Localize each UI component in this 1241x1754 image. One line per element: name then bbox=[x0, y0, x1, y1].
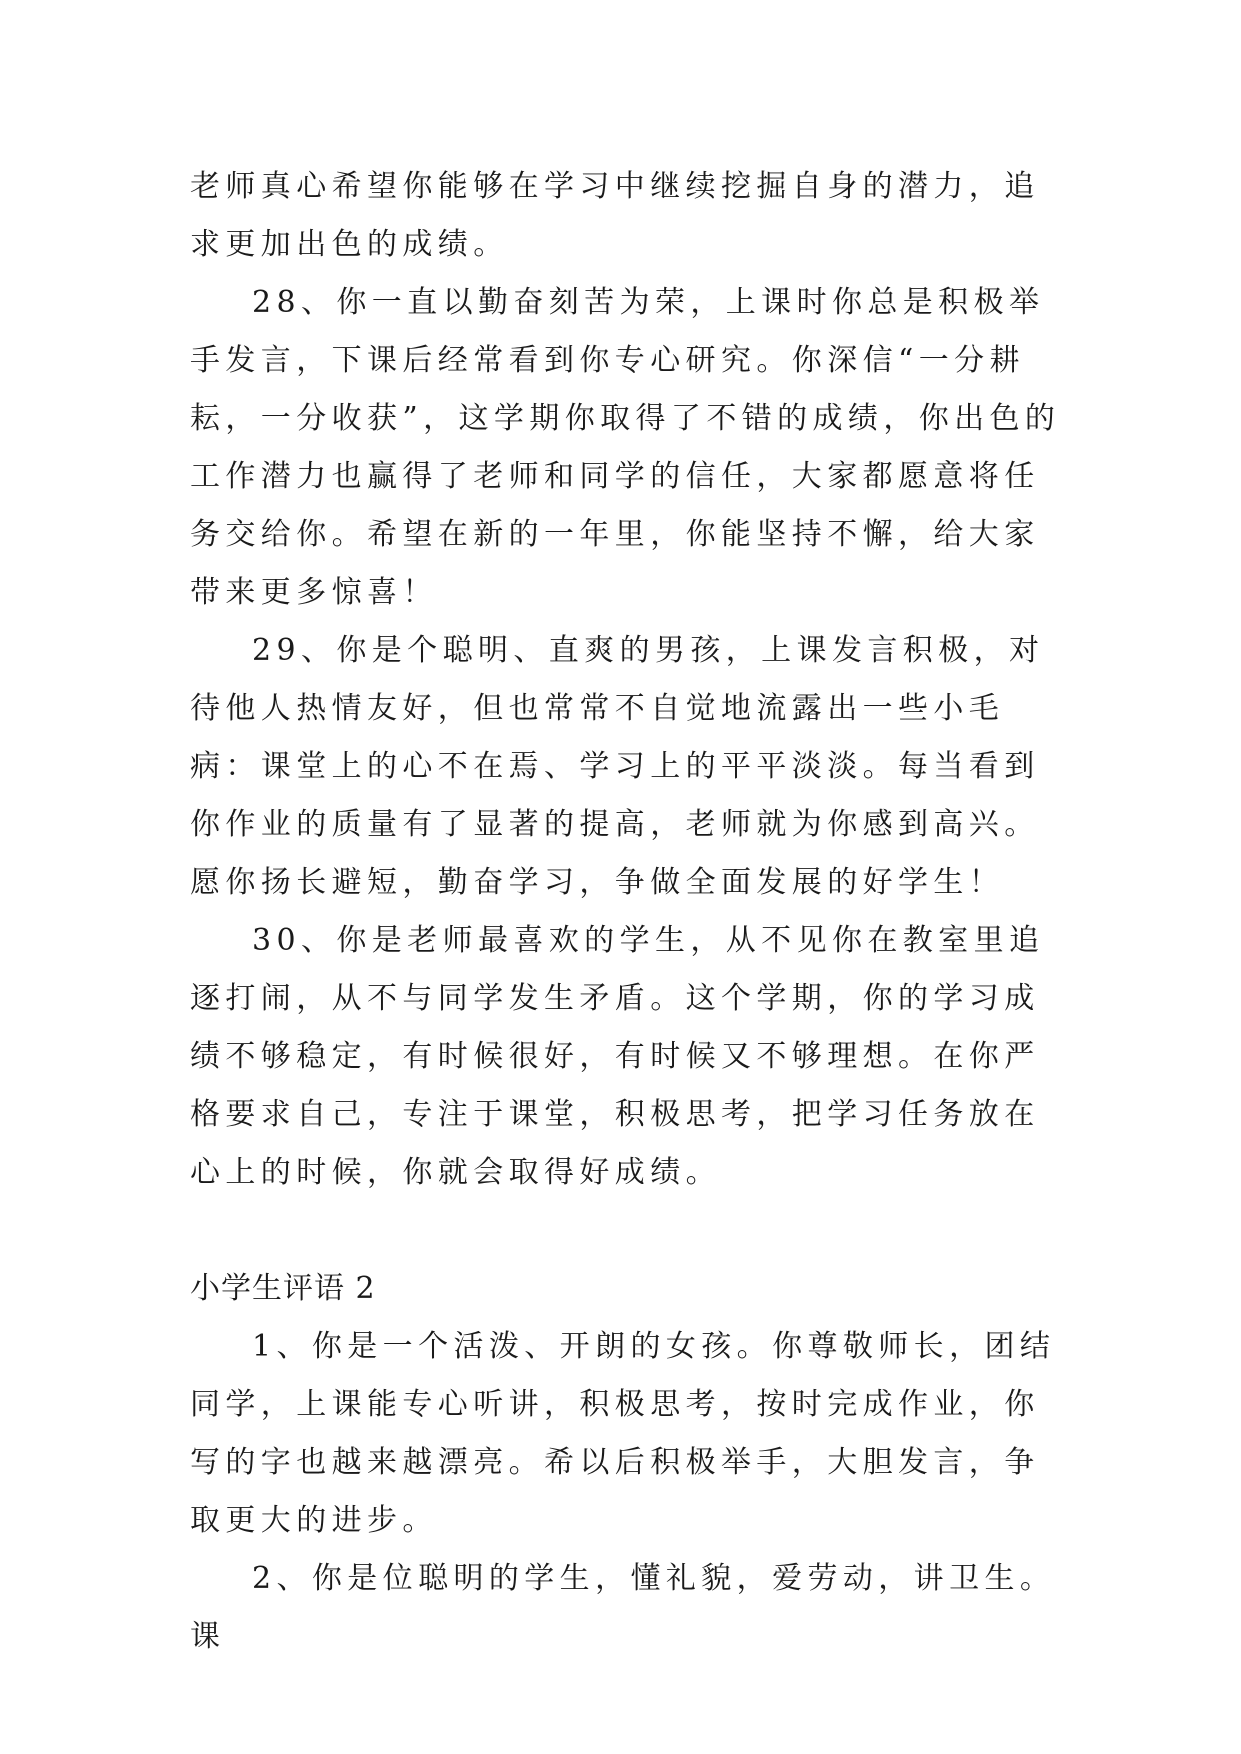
comment-paragraph-28: 28、你一直以勤奋刻苦为荣，上课时你总是积极举手发言，下课后经常看到你专心研究。你深信“一分耕耘，一分收获”，这学期你取得了不错的成绩，你出色的工作潜力也赢得了老师和同学的信任，大家都愿意将任务交给你。希望在新的一年里，你能坚持不懈，给大家带来更多惊喜！ bbox=[190, 285, 1061, 610]
comment-paragraph-29: 29、你是个聪明、直爽的男孩，上课发言积极，对待他人热情友好，但也常常不自觉地流露出一些小毛病：课堂上的心不在焉、学习上的平平淡淡。每当看到你作业的质量有了显著的提高，老师就为你感到高兴。愿你扬长避短，勤奋学习，争做全面发展的好学生！ bbox=[190, 633, 1045, 900]
comment-paragraph-1: 1、你是一个活泼、开朗的女孩。你尊敬师长，团结同学，上课能专心听讲，积极思考，按时完成作业，你写的字也越来越漂亮。希以后积极举手，大胆发言，争取更大的进步。 bbox=[190, 1329, 1056, 1538]
section-spacer bbox=[190, 1202, 1062, 1260]
section-heading: 小学生评语 2 bbox=[190, 1271, 376, 1306]
comment-paragraph-2: 2、你是位聪明的学生，懂礼貌，爱劳动，讲卫生。课 bbox=[190, 1561, 1056, 1654]
comment-paragraph-30: 30、你是老师最喜欢的学生，从不见你在教室里追逐打闹，从不与同学发生矛盾。这个学期，你的学习成绩不够稳定，有时候很好，有时候又不够理想。在你严格要求自己，专注于课堂，积极思考，把学习任务放在心上的时候，你就会取得好成绩。 bbox=[190, 923, 1045, 1190]
document-body bbox=[190, 158, 1062, 1666]
continued-paragraph: 老师真心希望你能够在学习中继续挖掘自身的潜力，追求更加出色的成绩。 bbox=[190, 169, 1040, 262]
